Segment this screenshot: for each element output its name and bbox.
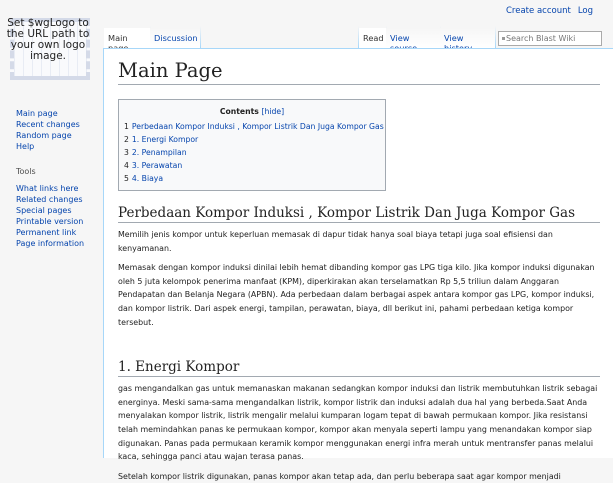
page-title: Main Page (118, 59, 600, 85)
toc-item[interactable]: 3 2. Penampilan (124, 148, 187, 157)
toc-title: Contents (219, 107, 259, 116)
tab-view-source[interactable]: View (386, 28, 440, 48)
sidebar-item-recent-changes[interactable]: Recent changes (16, 120, 80, 129)
tab-main-page[interactable]: Main (104, 28, 150, 48)
toc-item[interactable]: 4 3. Perawatan (124, 161, 183, 170)
login-link[interactable]: Log (577, 6, 593, 16)
sidebar-tools-heading: Tools (16, 167, 36, 176)
toc-header (124, 105, 380, 118)
toc-item[interactable]: 2 1. Energi Kompor (124, 135, 199, 144)
tab-separator (495, 26, 496, 48)
tab-separator (200, 26, 201, 48)
sidebar-item-main-page[interactable]: Main page (16, 109, 58, 118)
logo-placeholder-text: Set $wgLogo to the URL path to your own logo image. (6, 17, 90, 62)
main-content (103, 48, 613, 481)
paragraph: Setelah kompor listrik digunakan, panas kompor akan tetap ada, dan perlu beberapa saat agar kompor menjadi (118, 471, 561, 481)
search-placeholder: Search Blast Wiki (506, 34, 576, 43)
section-heading-perbedaan: Perbedaan Kompor Induksi , Kompor Listrik Dan Juga Kompor Gas (118, 205, 600, 223)
sidebar-item-related-changes[interactable]: Related changes (16, 195, 83, 204)
toc-item[interactable]: 5 4. Biaya (124, 174, 164, 183)
paragraph: gas mengandalkan gas untuk memanaskan makanan sedangkan kompor induksi dan listrik membutuhkan listrik sebagai energinya. Meski sama-sama mengandalkan listrik, kompor listrik dan induksi adalah dua hal yang berbeda.Saat Anda menyalakan kompor listrik, listrik mengalir melalui kumparan logam tepat di bawah permukaan kompor. Jika resistansi telah memindahkan panas ke permukaan kompor, kompor akan menyala seperti lampu yang menandakan kompor siap digunakan. Panas pada permukaan keramik kompor menggunakan energi infra merah untuk mentransfer panas melalui kaca, sehingga panci atau wajan terasa panas. (118, 384, 598, 462)
personal-tools (506, 6, 600, 16)
sidebar (16, 108, 84, 249)
sidebar-item-what-links-here[interactable]: What links here (16, 184, 79, 193)
tab-view-history[interactable]: View (440, 28, 495, 48)
sidebar-item-help[interactable]: Help (16, 142, 35, 151)
sidebar-item-printable-version[interactable]: Printable version (16, 217, 84, 226)
paragraph: Memasak dengan kompor induksi dinilai lebih hemat dibanding kompor gas LPG tiga kilo. Jika kompor induksi digunakan oleh 5 juta kelompok penerima manfaat (KPM), diperkirakan akan terselamatkan Rp 5,5 triliun dalam Anggaran Pendapatan dan Belanja Negara (APBN). Ada perbedaan dalam berbagai aspek antara kompor gas LPG, kompor induksi, dan kompor listrik. Dari aspek energi, tampilan, perawatan, biaya, dll berikut ini, pahami perbedaan ketiga kompor tersebut. (118, 263, 595, 327)
sidebar-item-random-page[interactable]: Random page (16, 131, 72, 140)
toc-hide-toggle[interactable]: [hide] (261, 107, 285, 116)
tab-discussion[interactable]: Discussion (150, 28, 200, 48)
toc-item[interactable]: 1 Perbedaan Kompor Induksi , Kompor Listrik Dan Juga Kompor Gas (124, 122, 384, 131)
tab-read[interactable]: Read (359, 28, 386, 48)
paragraph: Memilih jenis kompor untuk keperluan memasak di dapur tidak hanya soal biaya tetapi juga soal efisiensi dan kenyamanan. (118, 230, 553, 253)
table-of-contents (118, 99, 386, 191)
search-input[interactable] (498, 31, 602, 46)
section-heading-energi-kompor: 1. Energi Kompor (118, 359, 600, 377)
sidebar-item-special-pages[interactable]: Special pages (16, 206, 72, 215)
sidebar-item-page-information[interactable]: Page information (16, 239, 85, 248)
create-account-link[interactable]: Create account (506, 6, 571, 16)
sidebar-item-permanent-link[interactable]: Permanent link (16, 228, 77, 237)
search-icon (502, 37, 505, 40)
